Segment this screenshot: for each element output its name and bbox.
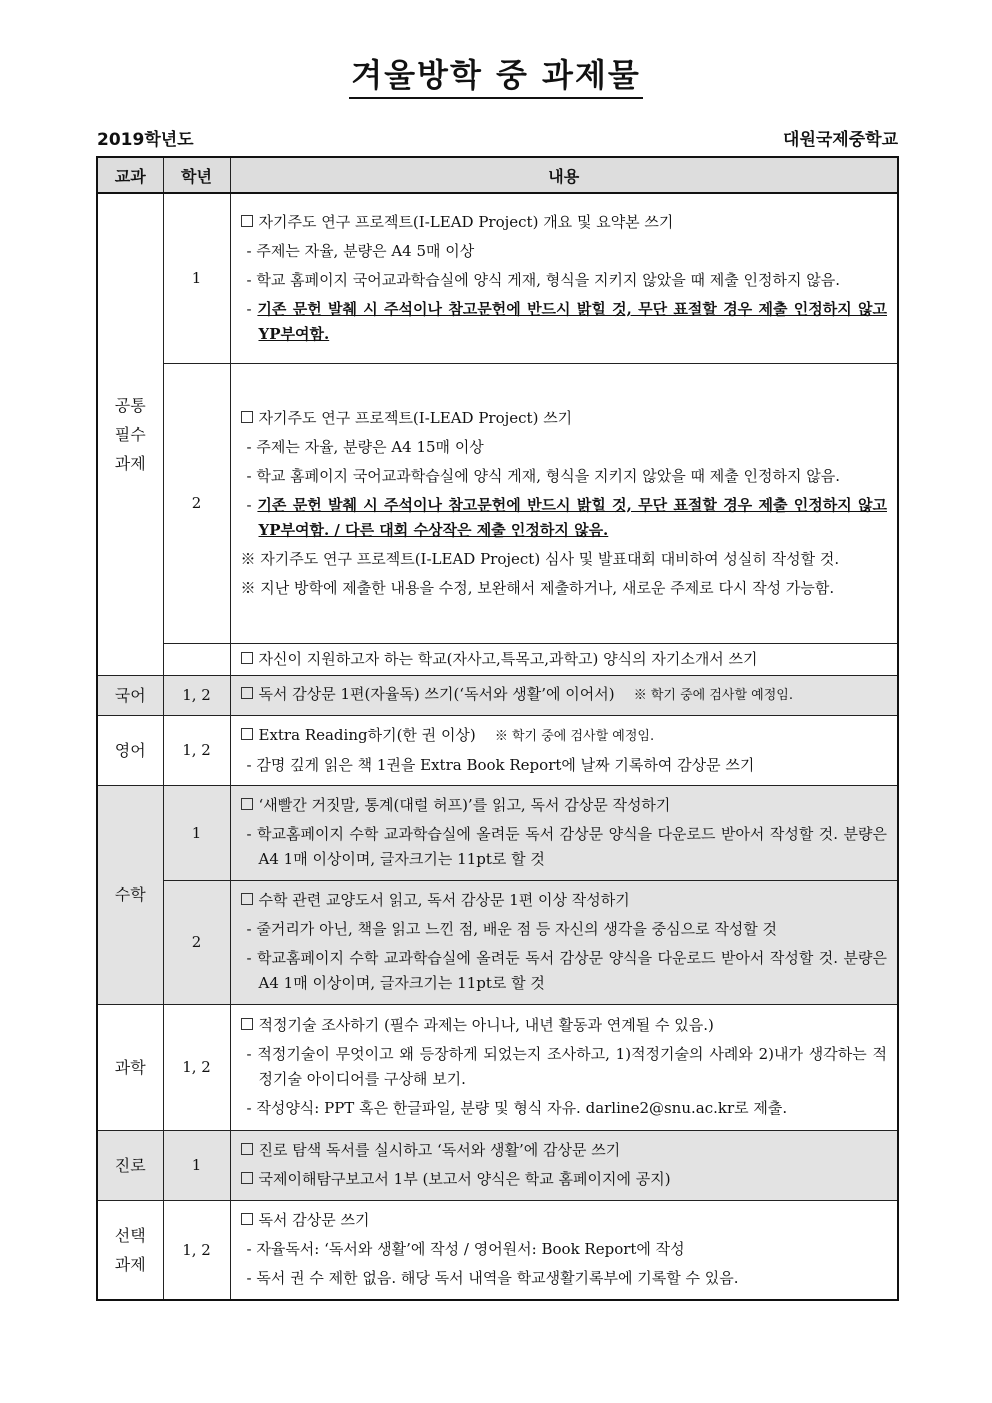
korean-note: ※ 학기 중에 검사할 예정임. — [633, 688, 793, 703]
science-l1: - 적정기술이 무엇이고 왜 등장하게 되었는지 조사하고, 1)적정기술의 사례와 2)내가 생각하는 적정기술 아이디어를 구상해 보기. — [246, 1045, 887, 1088]
career-subject: 진로 — [97, 1130, 163, 1200]
math-subject: 수학 — [97, 785, 163, 1004]
elective-task: 독서 감상문 쓰기 — [258, 1211, 370, 1230]
korean-subject: 국어 — [97, 675, 163, 715]
checkbox-icon — [241, 798, 253, 810]
career-content — [230, 1130, 898, 1200]
math-g2-l1: - 줄거리가 아닌, 책을 읽고 느낀 점, 배운 점 등 자신의 생각을 중심으로 작성할 것 — [246, 920, 778, 938]
assignment-table — [96, 156, 899, 1301]
common-g2-grade: 2 — [163, 363, 230, 643]
elective-l2: - 독서 권 수 제한 없음. 해당 독서 내역을 학교생활기록부에 기록할 수 있음. — [246, 1269, 739, 1288]
checkbox-icon — [241, 1018, 253, 1030]
career-task-2: 국제이해탐구보고서 1부 (보고서 양식은 학교 홈페이지에 공지) — [258, 1170, 671, 1188]
checkbox-icon — [241, 1213, 253, 1225]
career-row — [97, 1130, 898, 1200]
common-subject-1: 공통 — [114, 395, 146, 415]
science-subject: 과학 — [97, 1004, 163, 1130]
korean-content — [230, 675, 898, 715]
checkbox-icon — [241, 687, 253, 699]
checkbox-icon — [241, 411, 253, 423]
common-g1-l3: 기존 문헌 발췌 시 주석이나 참고문헌에 반드시 밝힐 것, 무단 표절할 경우 제출 인정하지 않고 YP부여함. — [257, 299, 887, 343]
common-g2-l1: - 주제는 자율, 분량은 A4 15매 이상 — [246, 437, 484, 456]
common-extra-row — [97, 643, 898, 675]
math-g1-task: ‘새빨간 거짓말, 통계(대럴 허프)’를 읽고, 독서 감상문 작성하기 — [258, 796, 671, 814]
common-g2-row — [97, 363, 898, 643]
math-g1-content — [230, 785, 898, 880]
document-title-wrap — [0, 50, 992, 96]
elective-content — [230, 1200, 898, 1300]
header-subject: 교과 — [97, 157, 163, 193]
korean-grade: 1, 2 — [163, 675, 230, 715]
english-content — [230, 715, 898, 785]
school-year: 2019학년도 — [97, 130, 194, 150]
school-name: 대원국제중학교 — [783, 130, 898, 150]
common-g2-l2: - 학교 홈페이지 국어교과학습실에 양식 게재, 형식을 지키지 않았을 때 제출 인정하지 않음. — [246, 466, 840, 485]
common-extra-grade — [163, 643, 230, 675]
english-l1: - 감명 깊게 읽은 책 1권을 Extra Book Report에 날짜 기록하여 감상문 쓰기 — [246, 755, 755, 774]
math-g1-grade: 1 — [163, 785, 230, 880]
common-g1-row — [97, 193, 898, 363]
math-g2-content — [230, 880, 898, 1004]
common-g2-task: 자기주도 연구 프로젝트(I-LEAD Project) 쓰기 — [258, 408, 573, 427]
elective-subject-1: 선택 — [114, 1225, 146, 1245]
math-g2-row — [97, 880, 898, 1004]
science-content — [230, 1004, 898, 1130]
checkbox-icon — [241, 893, 253, 905]
english-row — [97, 715, 898, 785]
science-task: 적정기술 조사하기 (필수 과제는 아니나, 내년 활동과 연계될 수 있음.) — [258, 1016, 714, 1034]
common-extra-task: 자신이 지원하고자 하는 학교(자사고,특목고,과학고) 양식의 자기소개서 쓰기 — [258, 649, 758, 668]
math-g1-l1: - 학교홈페이지 수학 교과학습실에 올려둔 독서 감상문 양식을 다운로드 받아서 작성할 것. 분량은 A4 1매 이상이며, 글자크기는 11pt로 할 것 — [246, 825, 887, 868]
elective-subject — [97, 1200, 163, 1300]
common-g1-grade: 1 — [163, 193, 230, 363]
common-g2-n2: ※ 지난 방학에 제출한 내용을 수정, 보완해서 제출하거나, 새로운 주제로 다시 작성 가능함. — [240, 578, 835, 597]
common-g1-l1: - 주제는 자율, 분량은 A4 5매 이상 — [246, 241, 475, 260]
science-l2: - 작성양식: PPT 혹은 한글파일, 분량 및 형식 자유. darline2@snu.ac.kr로 제출. — [246, 1099, 788, 1117]
math-g2-l2: - 학교홈페이지 수학 교과학습실에 올려둔 독서 감상문 양식을 다운로드 받아서 작성할 것. 분량은 A4 1매 이상이며, 글자크기는 11pt로 할 것 — [246, 949, 887, 992]
common-g2-n1: ※ 자기주도 연구 프로젝트(I-LEAD Project) 심사 및 발표대회 대비하여 성실히 작성할 것. — [240, 549, 840, 568]
english-note: ※ 학기 중에 검사할 예정임. — [494, 728, 655, 744]
math-g2-task: 수학 관련 교양도서 읽고, 독서 감상문 1편 이상 작성하기 — [258, 891, 630, 909]
english-subject: 영어 — [97, 715, 163, 785]
checkbox-icon — [241, 1143, 253, 1155]
common-subject-2: 필수 — [114, 424, 146, 444]
header-row — [97, 157, 898, 193]
checkbox-icon — [241, 652, 253, 664]
header-content: 내용 — [230, 157, 898, 193]
elective-subject-2: 과제 — [114, 1254, 146, 1274]
korean-task: 독서 감상문 1편(자율독) 쓰기(‘독서와 생활’에 이어서) — [258, 685, 615, 703]
english-task: Extra Reading하기(한 권 이상) — [258, 725, 476, 744]
checkbox-icon — [241, 728, 253, 740]
common-g2-content: 자기주도 연구 프로젝트(I-LEAD Project) 쓰기 - 주제는 자율, 분량은 A4 15매 이상 - 학교 홈페이지 국어교과학습실에 양식 게재, 형식을 지키지 않았을 때 제출 인정하지 않음. - 기존 문헌 발췌 시 주석이나 참고문헌에 반드시 밝힐 것, 무단 표절할 경우 제출 인정하지 않고 YP부여함. / 다른 대회 수상작은 제출 인정하지 않음. ※ 자기주도 연구 프로젝트(I-LEAD Project) 심사 및 발표대회 대비하여 성실히 작성할 것. ※ 지난 방학에 제출한 내용을 수정, 보완해서 제출하거나, 새로운 주제로 다시 작성 가능함. — [230, 363, 898, 643]
checkbox-icon — [241, 215, 253, 227]
elective-row — [97, 1200, 898, 1300]
checkbox-icon — [241, 1172, 253, 1184]
career-task-1: 진로 탐색 독서를 실시하고 ‘독서와 생활’에 감상문 쓰기 — [258, 1141, 621, 1159]
common-g1-task: 자기주도 연구 프로젝트(I-LEAD Project) 개요 및 요약본 쓰기 — [258, 212, 674, 231]
common-subject-3: 과제 — [114, 453, 146, 473]
math-g1-row — [97, 785, 898, 880]
common-g1-l2: - 학교 홈페이지 국어교과학습실에 양식 게재, 형식을 지키지 않았을 때 제출 인정하지 않음. — [246, 270, 840, 289]
common-extra-content — [230, 643, 898, 675]
science-row — [97, 1004, 898, 1130]
common-subject-cell — [97, 193, 163, 675]
science-grade: 1, 2 — [163, 1004, 230, 1130]
english-grade: 1, 2 — [163, 715, 230, 785]
math-g2-grade: 2 — [163, 880, 230, 1004]
elective-grade: 1, 2 — [163, 1200, 230, 1300]
korean-row — [97, 675, 898, 715]
document-title: 겨울방학 중 과제물 — [349, 56, 643, 99]
career-grade: 1 — [163, 1130, 230, 1200]
elective-l1: - 자율독서: ‘독서와 생활’에 작성 / 영어원서: Book Report에 작성 — [246, 1240, 685, 1259]
common-g2-l3: 기존 문헌 발췌 시 주석이나 참고문헌에 반드시 밝힐 것, 무단 표절할 경우 제출 인정하지 않고 YP부여함. / 다른 대회 수상작은 제출 인정하지 않음. — [257, 495, 887, 539]
common-g1-content: 자기주도 연구 프로젝트(I-LEAD Project) 개요 및 요약본 쓰기 - 주제는 자율, 분량은 A4 5매 이상 - 학교 홈페이지 국어교과학습실에 양식 게재, 형식을 지키지 않았을 때 제출 인정하지 않음. - 기존 문헌 발췌 시 주석이나 참고문헌에 반드시 밝힐 것, 무단 표절할 경우 제출 인정하지 않고 YP부여함. — [230, 193, 898, 363]
header-grade: 학년 — [163, 157, 230, 193]
